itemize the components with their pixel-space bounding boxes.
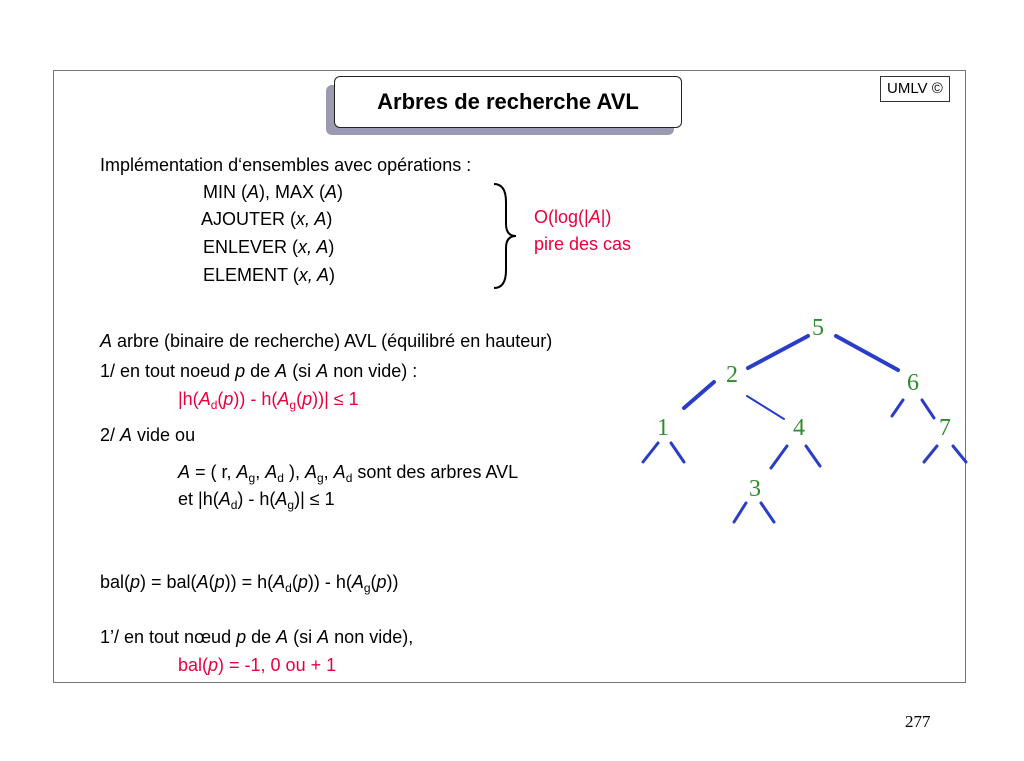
edge-5-2: [748, 336, 808, 368]
tree-node: 7: [939, 415, 951, 441]
leaf-3-right: [761, 503, 774, 522]
leaf-3-left: [734, 503, 746, 522]
slide-title: Arbres de recherche AVL: [334, 76, 682, 128]
op-min-max: MIN (A), MAX (A): [203, 182, 344, 202]
op-enlever: ENLEVER (x, A): [203, 237, 335, 257]
balance-values: bal(p) = -1, 0 ou + 1: [178, 655, 337, 675]
leaf-1-left: [643, 443, 658, 462]
tree-node: 3: [749, 476, 761, 502]
subtree-height-condition: et $|h(A_d) - h(A_g)| \le 1$: [178, 489, 335, 512]
edge-5-6: [836, 336, 898, 370]
tree-node: 2: [726, 362, 738, 388]
umlv-badge: UMLV ©: [880, 76, 950, 102]
complexity-worst-case: pire des cas: [534, 234, 632, 254]
edge-2-1: [684, 382, 714, 408]
op-element: ELEMENT (x, A): [203, 265, 336, 285]
tree-node: 4: [793, 415, 805, 441]
leaf-7-right: [953, 446, 966, 462]
edge-2-4: [747, 396, 784, 419]
avl-definition: A arbre (binaire de recherche) AVL (équilibré en hauteur): [100, 331, 553, 351]
subtree-definition: A = ( r, $A_g$, $A_d$ ), $A_g$, $A_d$ sont des arbres AVL: [178, 462, 519, 485]
leaf-1-right: [671, 443, 684, 462]
op-ajouter: AJOUTER (x, A): [201, 209, 333, 229]
tree-node: 5: [812, 315, 824, 341]
height-condition: $|h(A_d(p)) - h(A_g(p))| \le 1$: [178, 389, 359, 412]
leaf-7-left: [924, 446, 937, 462]
tree-node: 6: [907, 370, 919, 396]
balance-formula: $bal(p) = bal(A(p)) = h(A_d(p)) - h(A_g(p))$: [100, 572, 399, 595]
edge-6-7: [922, 400, 934, 418]
condition-2: 2/ A vide ou: [100, 425, 196, 445]
condition-1: 1/ en tout noeud p de A (si A non vide) :: [100, 361, 418, 381]
complexity-log: O(log(|A|): [534, 207, 612, 227]
page-number: 277: [905, 712, 931, 731]
balance-rule: 1’/ en tout nœud p de A (si A non vide),: [100, 627, 414, 647]
impl-intro: Implémentation d‘ensembles avec opérations :: [100, 155, 472, 175]
edge-6-left: [892, 400, 903, 416]
leaf-4-right: [806, 446, 820, 466]
edge-4-3: [771, 446, 787, 468]
tree-node: 1: [657, 415, 669, 441]
